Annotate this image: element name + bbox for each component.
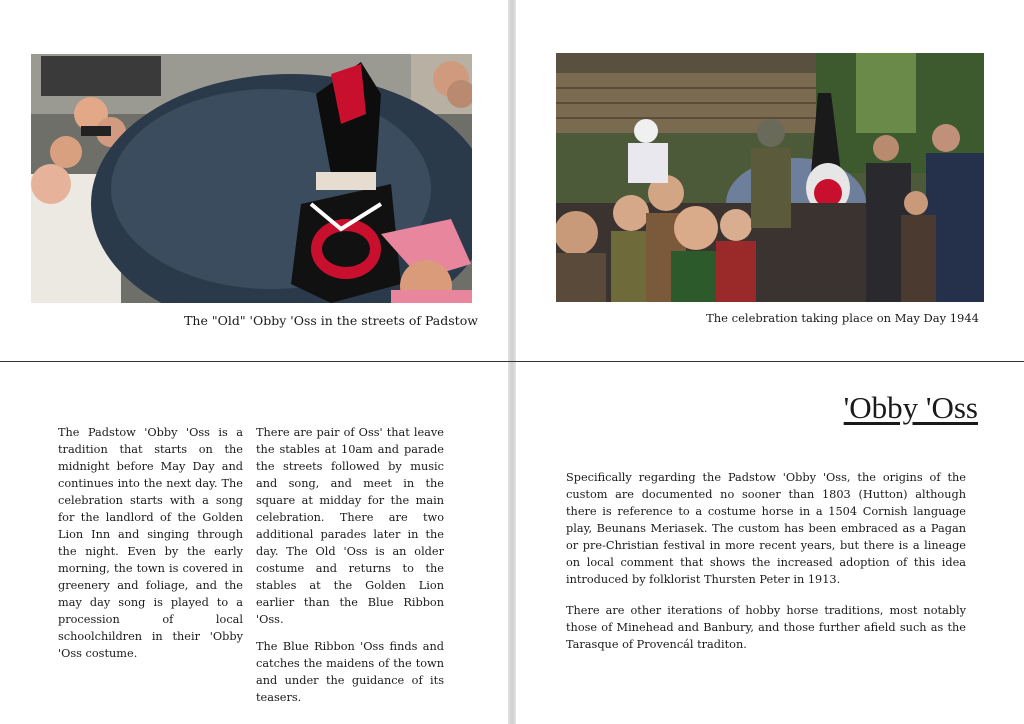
column1-paragraph: The Padstow 'Obby 'Oss is a tradition that starts on the midnight before May Day and continues into the next day. The celebration starts with a song for the landlord of the Golden Lion Inn and singing through the night. Even by the early morning, the town is covered in greenery and foliage, and the may day song is played to a procession of local schoolchildren in their 'Obby 'Oss costume. [58,426,243,660]
left-column-2 [256,424,444,716]
column2-paragraph-2: The Blue Ribbon 'Oss finds and catches the maidens of the town and under the guidance of its teasers. [256,640,444,704]
right-photo-caption: The celebration taking place on May Day 1944 [706,311,979,325]
page-divider [0,361,1024,362]
left-photo-caption: The "Old" 'Obby 'Oss in the streets of Padstow [184,313,478,328]
right-body-text [566,469,966,667]
obby-oss-street-photo [31,54,472,303]
left-column-1 [58,424,243,672]
may-day-1944-photo [556,53,984,302]
column2-paragraph-1: There are pair of Oss' that leave the stables at 10am and parade the streets followed by music and song, and meet in the square at midday for the main celebration. There are two additional parades later in the day. The Old 'Oss is an older costume and returns to the stables at the Golden Lion earlier than the Blue Ribbon 'Oss. [256,426,444,626]
book-spine [508,0,516,724]
right-paragraph-2: There are other iterations of hobby horse traditions, most notably those of Minehead and Banbury, and those further afield such as the Tarasque of Provencál traditon. [566,604,966,651]
right-paragraph-1: Specifically regarding the Padstow 'Obby 'Oss, the origins of the custom are documented no sooner than 1803 (Hutton) although there is reference to a costume horse in a 1504 Cornish language play, Beunans Meriasek. The custom has been embraced as a Pagan or pre-Christian festival in more recent years, but there is a lineage on local comment that shows the increased adoption of this idea introduced by folklorist Thursten Peter in 1913. [566,471,966,586]
page-title: 'Obby 'Oss [843,390,978,425]
